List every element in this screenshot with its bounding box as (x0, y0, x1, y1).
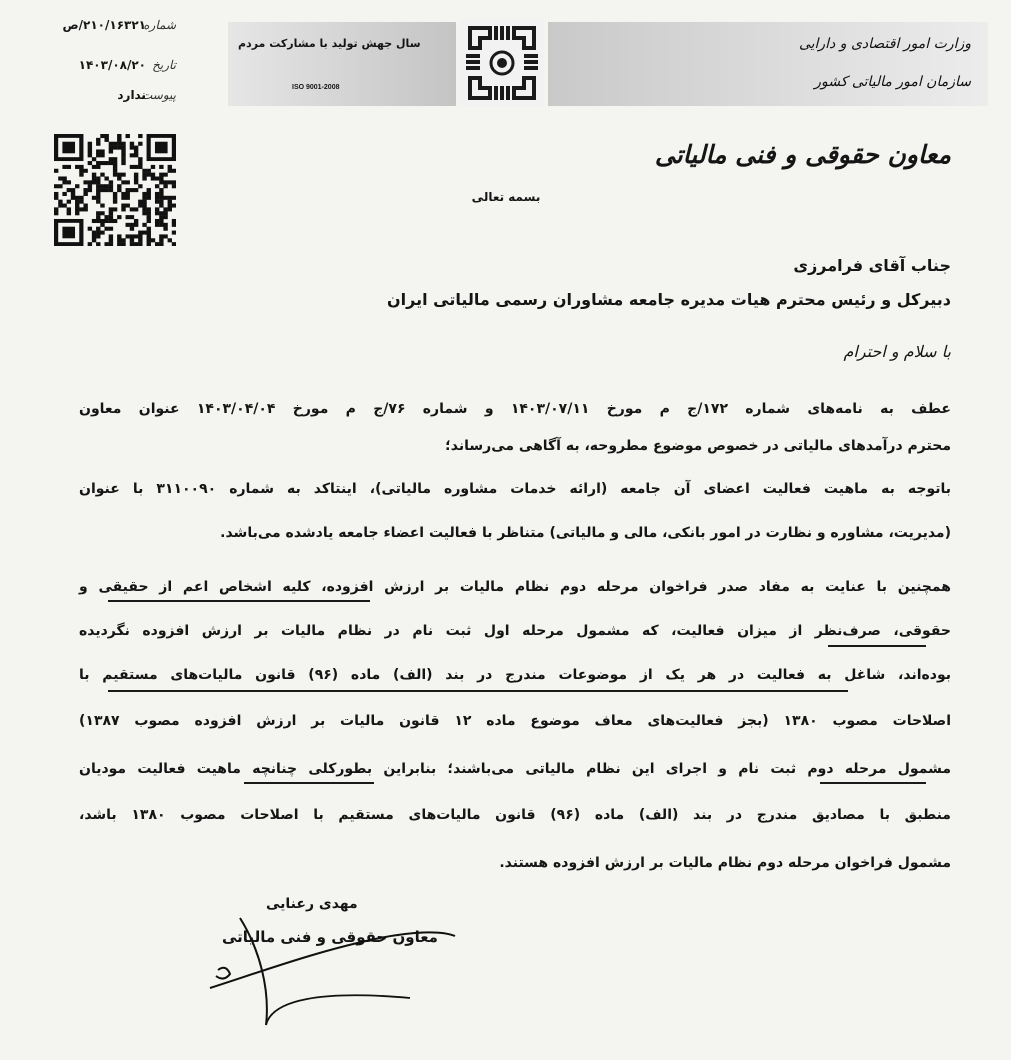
addressee-name: جناب آقای فرامرزی (793, 256, 951, 275)
body-line: بوده‌اند، شاغل به فعالیت در هر یک از موضوعات مندرج در بند (الف) ماده (۹۶) قانون مالیات‌های مستقیم با (79, 667, 952, 683)
body-line: مشمول مرحله دوم ثبت نام و اجرای این نظام مالیاتی می‌باشند؛ بنابراین بطورکلی چنانچه ماهیت فعالیت مودیان (79, 761, 951, 777)
attachment-value: ندارد (117, 88, 146, 102)
iso-label: ISO 9001-2008 (292, 84, 340, 91)
underline-mark (108, 690, 848, 692)
body-line: حقوقی، صرف‌نظر از میزان فعالیت، که مشمول مرحله اول ثبت نام در نظام مالیات بر ارزش افزوده نگردیده (79, 623, 951, 639)
body-line: عطف به نامه‌های شماره ۱۷۲/ج م مورخ ۱۴۰۳/۰۷/۱۱ و شماره ۷۶/ج م مورخ ۱۴۰۳/۰۴/۰۴ عنوان معاون (79, 401, 951, 417)
underline-mark (244, 782, 374, 784)
underline-mark (828, 645, 926, 647)
attachment-label: پیوست (141, 88, 176, 102)
signatory-name: مهدی رعنایی (266, 896, 358, 912)
addressee-title: دبیرکل و رئیس محترم هیات مدیره جامعه مشاوران رسمی مالیاتی ایران (387, 290, 951, 309)
meta-number-row (36, 18, 176, 40)
letter-date: ۱۴۰۳/۰۸/۲۰ (78, 58, 146, 72)
invocation: بسمه تعالی (471, 190, 541, 204)
qr-code-icon (54, 134, 176, 246)
underline-mark (108, 600, 370, 602)
number-label: شماره (143, 18, 176, 32)
body-line: محترم درآمدهای مالیاتی در خصوص موضوع مطروحه، به آگاهی می‌رساند؛ (445, 438, 951, 454)
meta-date-row (36, 58, 176, 80)
signatory-title: معاون حقوقی و فنی مالیاتی (222, 928, 438, 946)
letter-meta (36, 18, 176, 110)
letter-number: ۲۱۰/۱۶۳۲۱/ص (62, 18, 146, 32)
greeting: با سلام و احترام (843, 342, 951, 361)
ministry-name: وزارت امور اقتصادی و دارایی (798, 36, 971, 52)
meta-attachment-row (36, 88, 176, 110)
body-line: منطبق با مصادیق مندرج در بند (الف) ماده (۹۶) قانون مالیات‌های مستقیم با اصلاحات مصوب ۱۳۸۰ باشد، (79, 807, 951, 823)
body-line: (مدیریت، مشاوره و نظارت در امور بانکی، مالی و مالیاتی) متناظر با فعالیت اعضاء جامعه یادشده می‌باشد. (220, 525, 951, 541)
body-line: باتوجه به ماهیت فعالیت اعضای آن جامعه (ارائه خدمات مشاوره مالیاتی)، اینتاکد به شماره ۳۱۱۰۰۹۰ با عنوان (79, 481, 951, 497)
underline-mark (820, 782, 926, 784)
body-line: همچنین با عنایت به مفاد صدر فراخوان مرحله دوم نظام مالیات بر ارزش افزوده، کلیه اشخاص اعم از حقیقی و (79, 579, 951, 595)
letterhead-band-left (228, 22, 456, 106)
department-title: معاون حقوقی و فنی مالیاتی (654, 140, 951, 169)
letterhead-band-right (548, 22, 988, 106)
tax-organization-emblem-icon (460, 20, 544, 106)
year-slogan: سال جهش تولید با مشارکت مردم (238, 37, 421, 50)
body-line: اصلاحات مصوب ۱۳۸۰ (بجز فعالیت‌های معاف موضوع ماده ۱۲ قانون مالیات بر ارزش افزوده مصوب ۱۳۸۷) (79, 713, 951, 729)
body-line: مشمول فراخوان مرحله دوم نظام مالیات بر ارزش افزوده هستند. (499, 855, 951, 871)
handwritten-signature (200, 880, 460, 1030)
organization-name: سازمان امور مالیاتی کشور (814, 74, 971, 90)
date-label: تاریخ (152, 58, 176, 72)
